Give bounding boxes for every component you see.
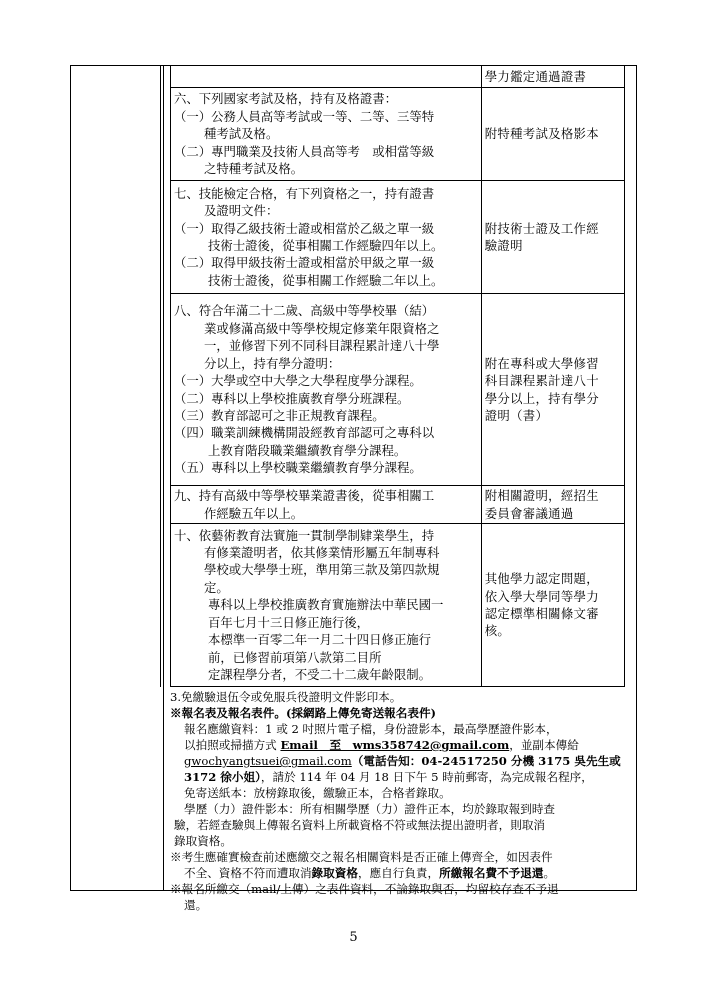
row6-line: （二）專門職業及技術人員高等考 或相當等級 [174, 143, 435, 159]
row10-line: 定。 [204, 579, 229, 595]
table-row-9 [171, 486, 625, 524]
submission-line: 錄取資格。 [174, 834, 232, 848]
table-row-8 [171, 294, 625, 486]
note-3: 3.免繳驗退伍令或免服兵役證明文件影印本。 [170, 690, 402, 704]
table-row-6 [171, 88, 625, 181]
submission-text: ，請於 114 年 04 月 18 日下午 5 時前郵寄，為完成報名程序， [260, 770, 593, 784]
row8-line: 上教育階段職業繼續教育學分課程。 [208, 442, 407, 458]
caution-line [170, 865, 632, 881]
table-cell-empty [171, 66, 482, 88]
row7-right: 附技術士證及工作經 [484, 220, 599, 236]
row9-head: 九、持有高級中等學校畢業證書後，從事相關工 [174, 488, 435, 504]
submission-line [170, 737, 632, 753]
row10-right: 核。 [484, 623, 511, 639]
row7-head: 七、技能檢定合格，有下列資格之一，持有證書 [174, 185, 435, 201]
row10-right: 其他學力認定問題， [484, 571, 599, 587]
row8-line: 業或修滿高級中等學校規定修業年限資格之 [204, 320, 440, 336]
row6-line: （一）公務人員高等考試或一等、二等、三等特 [174, 108, 435, 124]
caution-text: 不全、資格不符而遭取消 [184, 866, 312, 880]
row9-right: 委員會審議通過 [484, 505, 574, 521]
row8-line: 一，並修習下列不同科目課程累計達八十學 [204, 338, 440, 354]
row6-line: 種考試及格。 [204, 126, 279, 142]
submission-line [170, 753, 632, 769]
row10-line: 有修業證明者，依其修業情形屬五年制專科 [204, 545, 440, 561]
row8-right: 學分以上，持有學分 [484, 390, 599, 406]
phone-info: （電話告知：04-24517250 分機 3175 吳先生或 [351, 754, 621, 768]
caution-line: 還。 [184, 898, 208, 912]
row8-line: （二）專科以上學校推廣教育學分班課程。 [174, 390, 410, 406]
row8-line: （一）大學或空中大學之大學程度學分課程。 [174, 373, 422, 389]
row7-line: （一）取得乙級技術士證或相當於乙級之單一級 [174, 220, 435, 236]
caution-text: 。 [543, 866, 556, 880]
caution-text: ，應自行負責， [357, 866, 440, 880]
row10-line: 定課程學分者，不受二十二歲年齡限制。 [208, 666, 432, 682]
submission-line: 驗，若經查驗與上傳報名資料上所載資格不符或無法提出證明者，則取消 [174, 818, 546, 832]
left-column-divider [160, 65, 164, 687]
row8-right: 附在專科或大學修習 [484, 355, 599, 371]
qualification-table [170, 65, 625, 687]
row8-line: （三）教育部認可之非正規教育課程。 [174, 407, 385, 423]
row10-line: 學校或大學學士班，準用第三款及第四款規 [204, 562, 440, 578]
contact-info: 3172 徐小姐） [184, 770, 261, 784]
table-row-10 [171, 524, 625, 687]
row8-line: （五）專科以上學校職業繼續教育學分課程。 [174, 460, 422, 476]
row7-line: 技術士證後，從事相關工作經驗二年以上。 [208, 272, 444, 288]
submission-text: ，並副本傳給 [509, 738, 579, 752]
submission-text: 以拍照或掃描方式 [184, 738, 277, 752]
row7-right: 驗證明 [484, 238, 523, 253]
caution-line: ※報名所繳交（mail/上傳）之表件資料，不論錄取與否，均留校存查不予退 [170, 882, 559, 896]
row8-head: 八、符合年滿二十二歲、高級中等學校畢（結） [174, 303, 435, 319]
caution-emphasis: 錄取資格 [311, 866, 358, 880]
table-row-7 [171, 181, 625, 294]
email-link[interactable]: Email 至 wms358742@gmail.com [280, 738, 510, 752]
row10-line: 前，已修習前項第八款第二目所 [208, 649, 382, 665]
row8-line: 分以上，持有學分證明： [204, 355, 341, 371]
submission-line: 報名應繳資料：1 或 2 吋照片電子檔，身份證影本，最高學歷證件影本， [184, 722, 558, 736]
row10-line: 專科以上學校推廣教育實施辦法中華民國一 [208, 597, 444, 613]
notes-section [170, 689, 632, 913]
row6-line: 之特種考試及格。 [204, 161, 304, 177]
submission-line [170, 769, 632, 785]
row10-head: 十、依藝術教育法實施一貫制學制肄業學生，持 [174, 527, 435, 543]
row7-line: 及證明文件： [204, 203, 279, 219]
submission-line: 免寄送紙本：放榜錄取後，繳驗正本，合格者錄取。 [184, 786, 451, 800]
row9-line: 作經驗五年以上。 [204, 505, 304, 521]
submission-heading-text: ※報名表及報名表件。(採網路上傳免寄送報名表件) [170, 706, 437, 720]
submission-heading [170, 705, 632, 721]
row7-line: （二）取得甲級技術士證或相當於甲級之單一級 [174, 255, 435, 271]
caution-emphasis: 所繳報名費不予退還 [439, 866, 544, 880]
row8-line: （四）職業訓練機構開設經教育部認可之專科以 [174, 425, 435, 441]
caution-line: ※考生應確實檢查前述應繳交之報名相關資料是否正確上傳齊全，如因表件 [170, 850, 553, 864]
row8-right: 科目課程累計達八十 [484, 373, 599, 389]
row9-right: 附相關證明，經招生 [484, 488, 599, 504]
row6-head: 六、下列國家考試及格，持有及格證書： [174, 91, 398, 107]
table-cell-top-right: 學力鑑定通過證書 [481, 66, 624, 88]
row8-right: 證明（書） [484, 407, 549, 423]
page-number: 5 [349, 930, 358, 945]
row6-right: 附特種考試及格影本 [481, 88, 624, 181]
submission-line: 學歷（力）證件影本：所有相關學歷（力）證件正本，均於錄取報到時查 [184, 802, 556, 816]
cc-email-link[interactable]: gwochyangtsuei@gmail.com [184, 754, 352, 768]
row10-right: 依入學大學同等學力 [484, 588, 599, 604]
row10-line: 百年七月十三日修正施行後， [208, 614, 370, 630]
left-column [70, 65, 164, 891]
row10-line: 本標準一百零二年一月二十四日修正施行 [208, 632, 432, 648]
row7-line: 技術士證後，從事相關工作經驗四年以上。 [208, 238, 444, 253]
row10-right: 認定標準相關條文審 [484, 606, 599, 621]
